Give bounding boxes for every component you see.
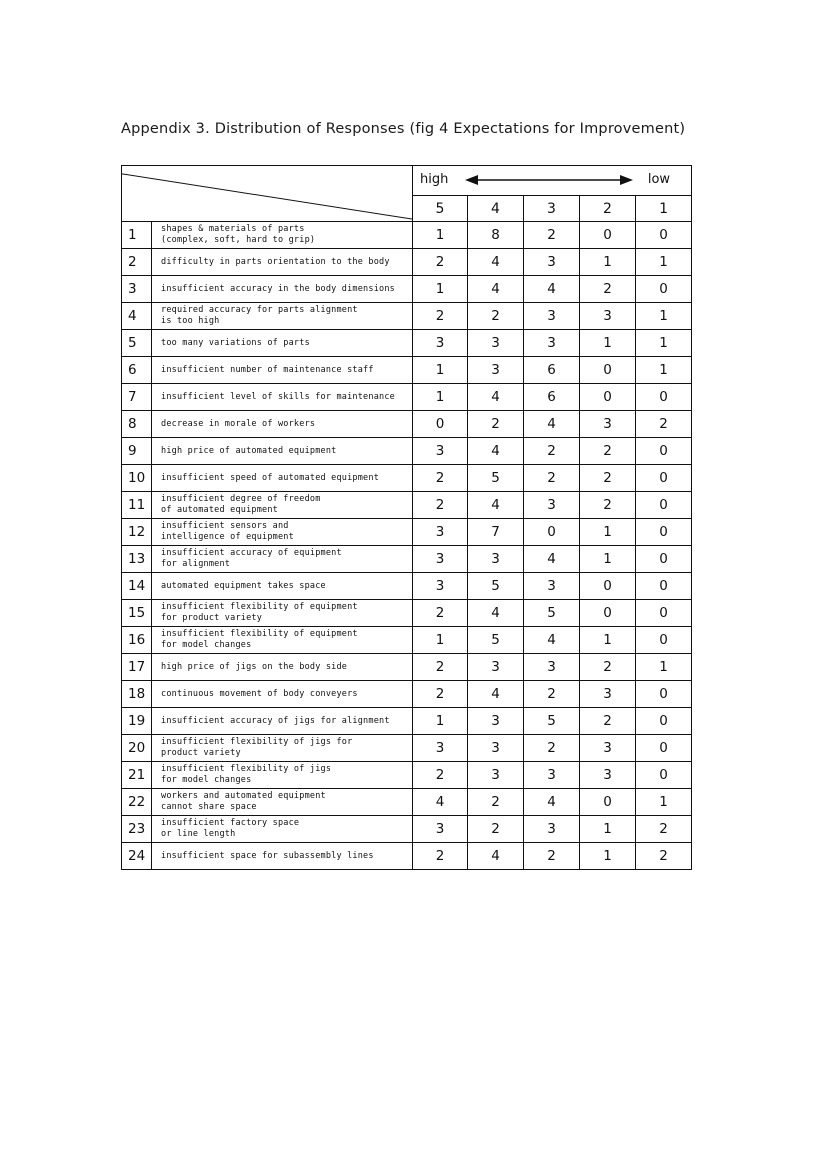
- row-number: 18: [122, 681, 152, 708]
- row-number: 1: [122, 222, 152, 249]
- row-item: too many variations of parts: [152, 330, 413, 357]
- response-count: 0: [636, 465, 692, 492]
- row-item: automated equipment takes space: [152, 573, 413, 600]
- table-row: [122, 762, 692, 789]
- response-count: 0: [580, 222, 636, 249]
- table-row: [122, 600, 692, 627]
- row-number: 22: [122, 789, 152, 816]
- response-count: 1: [413, 384, 468, 411]
- table-row: [122, 546, 692, 573]
- response-count: 3: [468, 762, 524, 789]
- score-header: 2: [580, 196, 636, 222]
- response-count: 1: [580, 330, 636, 357]
- response-count: 2: [580, 492, 636, 519]
- response-count: 2: [636, 843, 692, 870]
- table-row: [122, 222, 692, 249]
- response-count: 2: [413, 762, 468, 789]
- high-label: high: [420, 172, 449, 187]
- row-item: insufficient degree of freedom of automated equipment: [152, 492, 413, 519]
- response-count: 3: [468, 546, 524, 573]
- response-count: 0: [636, 438, 692, 465]
- row-item: insufficient flexibility of equipment for model changes: [152, 627, 413, 654]
- response-count: 3: [413, 438, 468, 465]
- table-row: [122, 438, 692, 465]
- response-count: 2: [468, 411, 524, 438]
- table-row: [122, 384, 692, 411]
- response-count: 2: [524, 222, 580, 249]
- table-row: [122, 681, 692, 708]
- row-number: 8: [122, 411, 152, 438]
- row-item: insufficient factory space or line length: [152, 816, 413, 843]
- row-number: 15: [122, 600, 152, 627]
- row-number: 9: [122, 438, 152, 465]
- row-item: shapes & materials of parts (complex, soft, hard to grip): [152, 222, 413, 249]
- response-count: 1: [580, 519, 636, 546]
- responses-table: [121, 165, 692, 870]
- response-count: 4: [524, 411, 580, 438]
- response-count: 1: [413, 222, 468, 249]
- row-number: 12: [122, 519, 152, 546]
- response-count: 3: [413, 330, 468, 357]
- response-count: 4: [468, 276, 524, 303]
- response-count: 3: [524, 492, 580, 519]
- table-row: [122, 330, 692, 357]
- row-number: 7: [122, 384, 152, 411]
- response-count: 3: [413, 816, 468, 843]
- row-number: 3: [122, 276, 152, 303]
- row-item: insufficient sensors and intelligence of equipment: [152, 519, 413, 546]
- row-item: insufficient accuracy of equipment for alignment: [152, 546, 413, 573]
- table-row: [122, 843, 692, 870]
- response-count: 0: [636, 735, 692, 762]
- response-count: 0: [636, 627, 692, 654]
- row-number: 11: [122, 492, 152, 519]
- response-count: 2: [524, 843, 580, 870]
- response-count: 1: [413, 627, 468, 654]
- row-item: insufficient accuracy of jigs for alignment: [152, 708, 413, 735]
- response-count: 7: [468, 519, 524, 546]
- row-item: continuous movement of body conveyers: [152, 681, 413, 708]
- response-count: 4: [468, 600, 524, 627]
- response-count: 1: [580, 627, 636, 654]
- response-count: 2: [580, 438, 636, 465]
- response-count: 3: [468, 654, 524, 681]
- row-number: 23: [122, 816, 152, 843]
- response-count: 0: [636, 492, 692, 519]
- response-count: 5: [468, 627, 524, 654]
- response-count: 0: [580, 573, 636, 600]
- response-count: 5: [468, 465, 524, 492]
- row-number: 21: [122, 762, 152, 789]
- score-header: 5: [413, 196, 468, 222]
- double-arrow-icon: [465, 174, 633, 186]
- row-item: difficulty in parts orientation to the body: [152, 249, 413, 276]
- table-row: [122, 249, 692, 276]
- row-number: 10: [122, 465, 152, 492]
- response-count: 0: [636, 600, 692, 627]
- response-count: 1: [636, 303, 692, 330]
- row-item: required accuracy for parts alignment is too high: [152, 303, 413, 330]
- table-row: [122, 735, 692, 762]
- header-corner-cell: [122, 166, 413, 222]
- response-count: 4: [524, 627, 580, 654]
- response-count: 1: [413, 708, 468, 735]
- response-count: 3: [413, 519, 468, 546]
- response-count: 4: [468, 438, 524, 465]
- response-count: 3: [580, 762, 636, 789]
- response-count: 2: [468, 816, 524, 843]
- score-header: 3: [524, 196, 580, 222]
- response-count: 3: [580, 681, 636, 708]
- response-count: 3: [524, 303, 580, 330]
- table-row: [122, 465, 692, 492]
- response-count: 4: [413, 789, 468, 816]
- response-count: 3: [468, 735, 524, 762]
- table-row: [122, 573, 692, 600]
- response-count: 3: [413, 546, 468, 573]
- row-item: insufficient space for subassembly lines: [152, 843, 413, 870]
- row-number: 17: [122, 654, 152, 681]
- response-count: 4: [524, 789, 580, 816]
- response-count: 1: [636, 789, 692, 816]
- row-item: insufficient flexibility of equipment for product variety: [152, 600, 413, 627]
- response-count: 4: [524, 546, 580, 573]
- table-row: [122, 357, 692, 384]
- response-count: 4: [468, 492, 524, 519]
- response-count: 3: [524, 762, 580, 789]
- response-count: 2: [413, 249, 468, 276]
- response-count: 2: [524, 681, 580, 708]
- response-count: 1: [580, 843, 636, 870]
- response-count: 4: [468, 843, 524, 870]
- row-item: high price of jigs on the body side: [152, 654, 413, 681]
- response-count: 2: [413, 681, 468, 708]
- row-item: insufficient speed of automated equipment: [152, 465, 413, 492]
- response-count: 0: [580, 789, 636, 816]
- table-row: [122, 816, 692, 843]
- response-count: 1: [636, 249, 692, 276]
- table-row: [122, 789, 692, 816]
- response-count: 6: [524, 357, 580, 384]
- response-count: 3: [524, 573, 580, 600]
- response-count: 1: [636, 357, 692, 384]
- low-label: low: [647, 172, 671, 187]
- row-number: 2: [122, 249, 152, 276]
- row-number: 14: [122, 573, 152, 600]
- scale-direction-header: [413, 166, 692, 196]
- response-count: 3: [413, 735, 468, 762]
- response-count: 3: [580, 411, 636, 438]
- table-row: [122, 627, 692, 654]
- response-count: 0: [580, 600, 636, 627]
- response-count: 3: [524, 654, 580, 681]
- response-count: 0: [636, 519, 692, 546]
- row-number: 13: [122, 546, 152, 573]
- response-count: 3: [413, 573, 468, 600]
- row-number: 4: [122, 303, 152, 330]
- response-count: 2: [636, 411, 692, 438]
- response-count: 0: [636, 384, 692, 411]
- table-row: [122, 411, 692, 438]
- response-count: 5: [524, 708, 580, 735]
- row-item: high price of automated equipment: [152, 438, 413, 465]
- row-number: 6: [122, 357, 152, 384]
- row-item: insufficient flexibility of jigs for model changes: [152, 762, 413, 789]
- table-row: [122, 303, 692, 330]
- response-count: 5: [468, 573, 524, 600]
- row-item: insufficient accuracy in the body dimensions: [152, 276, 413, 303]
- row-number: 16: [122, 627, 152, 654]
- row-item: decrease in morale of workers: [152, 411, 413, 438]
- response-count: 2: [413, 843, 468, 870]
- response-count: 2: [524, 735, 580, 762]
- response-count: 3: [580, 303, 636, 330]
- row-item: insufficient number of maintenance staff: [152, 357, 413, 384]
- response-count: 8: [468, 222, 524, 249]
- response-count: 4: [524, 276, 580, 303]
- response-count: 2: [636, 816, 692, 843]
- response-count: 0: [636, 276, 692, 303]
- row-item: insufficient flexibility of jigs for product variety: [152, 735, 413, 762]
- response-count: 2: [580, 654, 636, 681]
- response-count: 2: [413, 465, 468, 492]
- diagonal-line: [122, 166, 412, 221]
- response-count: 0: [636, 708, 692, 735]
- response-count: 2: [413, 654, 468, 681]
- response-count: 0: [636, 222, 692, 249]
- table-row: [122, 492, 692, 519]
- response-count: 3: [468, 357, 524, 384]
- response-count: 0: [524, 519, 580, 546]
- response-count: 2: [413, 303, 468, 330]
- response-count: 4: [468, 249, 524, 276]
- response-count: 2: [524, 438, 580, 465]
- response-count: 0: [580, 384, 636, 411]
- response-count: 2: [580, 276, 636, 303]
- response-count: 5: [524, 600, 580, 627]
- response-count: 3: [468, 708, 524, 735]
- response-count: 0: [636, 546, 692, 573]
- response-count: 3: [524, 816, 580, 843]
- row-number: 24: [122, 843, 152, 870]
- row-item: workers and automated equipment cannot share space: [152, 789, 413, 816]
- response-count: 4: [468, 384, 524, 411]
- response-count: 0: [413, 411, 468, 438]
- response-count: 1: [413, 357, 468, 384]
- response-count: 1: [636, 654, 692, 681]
- response-count: 3: [524, 330, 580, 357]
- table-row: [122, 276, 692, 303]
- page-title: Appendix 3. Distribution of Responses (fig 4 Expectations for Improvement): [121, 121, 686, 137]
- response-count: 2: [413, 492, 468, 519]
- response-count: 3: [580, 735, 636, 762]
- response-count: 2: [468, 789, 524, 816]
- score-header: 4: [468, 196, 524, 222]
- response-count: 3: [524, 249, 580, 276]
- response-count: 1: [413, 276, 468, 303]
- table-body: [122, 222, 692, 870]
- response-count: 0: [636, 681, 692, 708]
- response-count: 2: [580, 708, 636, 735]
- table-row: [122, 654, 692, 681]
- response-count: 2: [524, 465, 580, 492]
- response-count: 4: [468, 681, 524, 708]
- response-count: 0: [636, 573, 692, 600]
- response-count: 2: [468, 303, 524, 330]
- response-count: 0: [580, 357, 636, 384]
- response-count: 1: [636, 330, 692, 357]
- response-count: 0: [636, 762, 692, 789]
- row-number: 20: [122, 735, 152, 762]
- row-item: insufficient level of skills for maintenance: [152, 384, 413, 411]
- response-count: 1: [580, 546, 636, 573]
- row-number: 19: [122, 708, 152, 735]
- score-header: 1: [636, 196, 692, 222]
- row-number: 5: [122, 330, 152, 357]
- table-row: [122, 708, 692, 735]
- response-count: 6: [524, 384, 580, 411]
- response-count: 2: [580, 465, 636, 492]
- table-row: [122, 519, 692, 546]
- response-count: 2: [413, 600, 468, 627]
- response-count: 3: [468, 330, 524, 357]
- response-count: 1: [580, 249, 636, 276]
- response-count: 1: [580, 816, 636, 843]
